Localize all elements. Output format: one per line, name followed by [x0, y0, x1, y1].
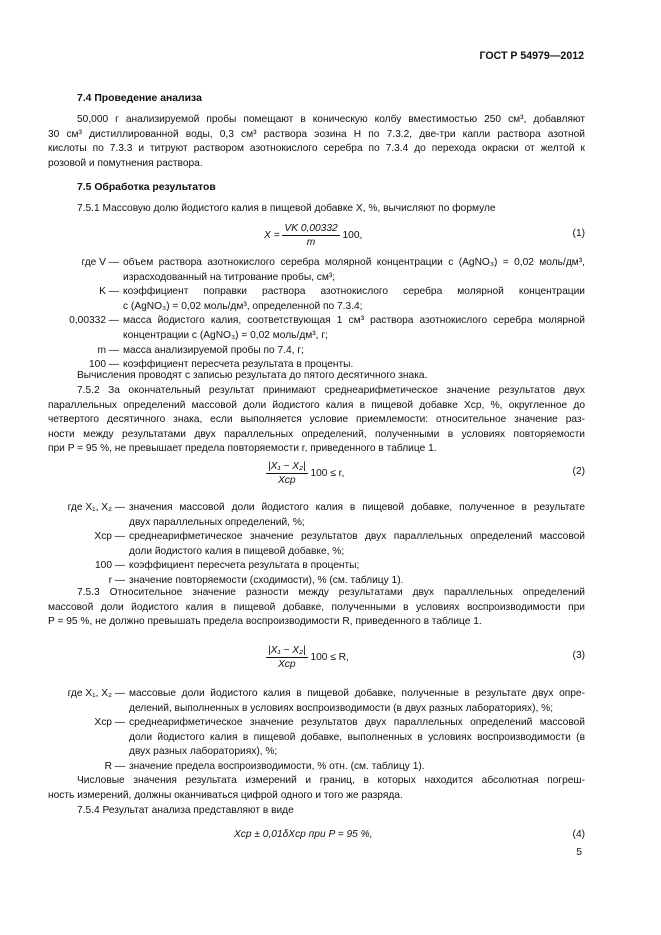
formula-3-numerator: |X₁ − X₂| [268, 645, 306, 656]
para-7-5-2: 7.5.2 За окончательный результат принимают среднеарифметическое значение результатов двух параллельных определений массовой доли йодистого калия в пищевой добавке Xср, %, округленное до четвертого десятичного знака, если выполняется условие приемлемости: относительное значение раз- ности между результатами двух параллельных определений, полученными в условиях повторяемости при P = 95 %, не превышает предела повторяемости r, приведенного в таблице 1. [48, 385, 585, 455]
formula-1-legend [48, 256, 585, 373]
formula-3 [48, 641, 585, 677]
legend-item: 0,00332 — масса йодистого калия, соответствующая 1 см³ раствора азотнокислого серебра молярной концентрации c (AgNO₃) = 0,02 моль/дм³, г; [69, 315, 585, 341]
standard-code: ГОСТ Р 54979—2012 [479, 50, 584, 62]
formula-1-fraction [282, 222, 339, 249]
formula-3-number: (3) [572, 650, 585, 661]
formula-2-number: (2) [572, 466, 585, 477]
formula-2-denominator: Xср [278, 475, 296, 486]
legend-item: где V — объем раствора азотнокислого серебра молярной концентрации c (AgNO₃) = 0,02 моль/дм³, израсходованный на титрование пробы, см³; [81, 257, 585, 283]
formula-3-rhs: 100 ≤ R, [310, 652, 349, 664]
legend-item: где X₁, X₂ — значения массовой доли йодистого калия в пищевой добавке, полученное в результате двух параллельных определений, %; [67, 502, 585, 528]
formula-1-denominator: m [306, 237, 316, 248]
formula-1-number: (1) [572, 228, 585, 239]
legend-item: Xср — среднеарифметическое значение результатов двух параллельных определений массовой доли йодистого калия в пищевой добавке, %; [94, 531, 585, 557]
formula-2 [48, 457, 585, 493]
legend-item: 100 — коэффициент пересчета результата в проценты. [88, 359, 354, 371]
formula-3-denominator: Xср [278, 659, 296, 670]
formula-4-number: (4) [572, 829, 585, 840]
numeric-note: Числовые значения результата измерений и границ, в которых находится абсолютная погреш- ность измерений, должны оканчиваться цифрой одного и того же разряда. [48, 775, 585, 801]
legend-item: 100 — коэффициент пересчета результата в проценты; [94, 560, 360, 572]
legend-item: где X₁, X₂ — массовые доли йодистого калия в пищевой добавке, полученные в результате двух опре- делений, выполненных в условиях воспроизводимости (в двух разных лабораториях), %; [67, 688, 585, 714]
formula-1-rhs: 100, [342, 230, 363, 242]
section-7-4-text: 50,000 г анализируемой пробы помещают в коническую колбу вместимостью 250 см³, добавляют 30 см³ дистиллированной воды, 0,3 см³ раствора эозина Н по 7.3.2, две-три капли раствора азотной кислоты по 7.3.3 и титруют раствором азотнокислого серебра по 7.3.4 до перехода окраски от желтой к розовой и помутнения раствора. [48, 114, 585, 169]
legend-item: R — значение предела воспроизводимости, % отн. (см. таблицу 1). [104, 760, 425, 772]
legend-item: m — масса анализируемой пробы по 7.4, г; [97, 344, 304, 356]
formula-1-numerator: VK 0,00332 [284, 223, 338, 234]
section-7-5-title: 7.5 Обработка результатов [77, 182, 216, 193]
formula-1 [48, 219, 585, 255]
legend-item: K — коэффициент поправки раствора азотнокислого серебра молярной концентрации c (AgNO₃) = 0,02 моль/дм³, определенной по 7.3.4; [99, 286, 585, 312]
formula-4-expression: Xср ± 0,01δXср при P = 95 %, [234, 829, 373, 840]
formula-3-fraction [266, 644, 308, 671]
page-number: 5 [576, 847, 582, 858]
formula-2-numerator: |X₁ − X₂| [268, 461, 306, 472]
para-7-5-3: 7.5.3 Относительное значение разности между результатами двух параллельных определений массовой доли йодистого калия в пищевой добавке, полученными в условиях воспроизводимости при P = 95 %, не должно превышать предела воспроизводимости R, приведенного в таблице 1. [48, 587, 585, 628]
formula-2-fraction [266, 460, 308, 487]
legend-item: r — значение повторяемости (сходимости), % (см. таблицу 1). [108, 574, 404, 586]
para-7-5-4: 7.5.4 Результат анализа представляют в виде [77, 805, 294, 816]
formula-2-rhs: 100 ≤ r, [310, 468, 345, 480]
formula-1-lhs: X = [264, 230, 280, 242]
section-7-4-title: 7.4 Проведение анализа [77, 93, 202, 104]
para-7-5-1: 7.5.1 Массовую долю йодистого калия в пищевой добавке X, %, вычисляют по формуле [77, 203, 496, 214]
formula-2-legend [48, 501, 585, 589]
formula-4 [48, 820, 585, 856]
formula-3-legend [48, 687, 585, 775]
calc-note: Вычисления проводят с записью результата до пятого десятичного знака. [77, 370, 428, 381]
legend-item: Xср — среднеарифметическое значение результатов двух параллельных определений массовой доли йодистого калия в пищевой добавке, выполненных в условиях воспроизводимости (в двух разных лабораториях), %; [94, 717, 585, 758]
